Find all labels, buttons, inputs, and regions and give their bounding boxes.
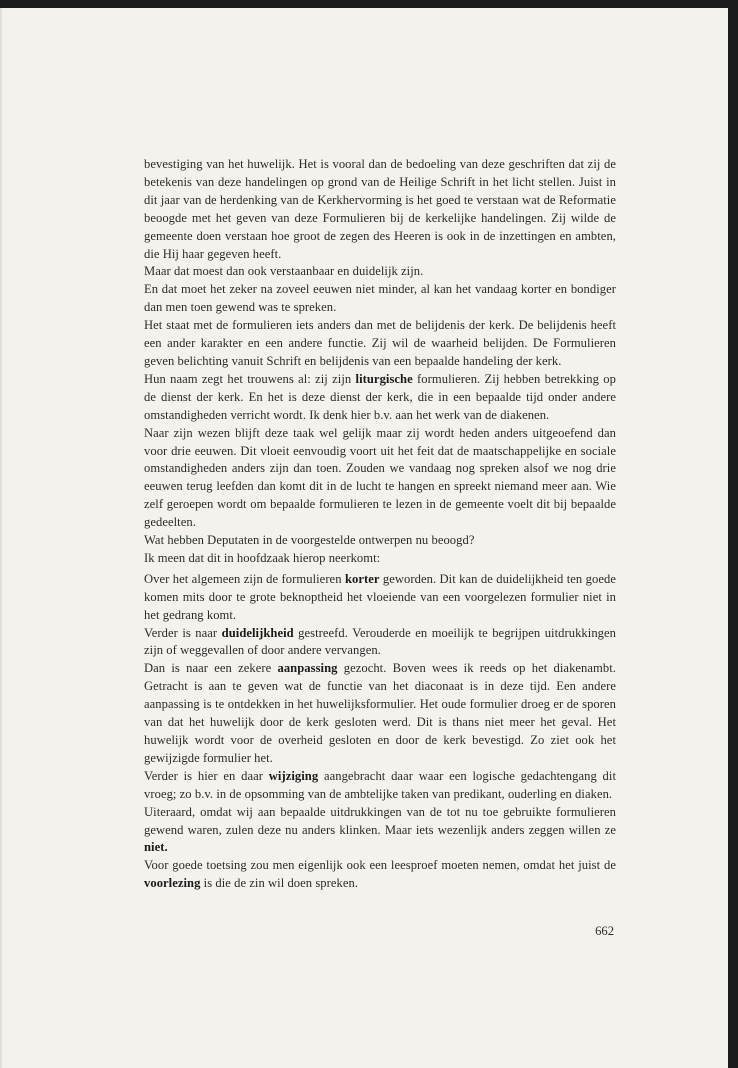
- text-run: Het staat met de formulieren iets anders dan met de belijdenis der kerk. De belijdenis heeft een ander karakter en een andere functie. Zij wil de waarheid belijden. De Formulieren geven belichting vanuit Schrift en belijdenis van een bepaalde handeling der kerk.: [144, 318, 616, 368]
- text-run: Ik meen dat dit in hoofdzaak hierop neerkomt:: [144, 550, 381, 565]
- text-run: En dat moet het zeker na zoveel eeuwen niet minder, al kan het vandaag korter en bondiger dan men toen gewend was te spreken.: [144, 282, 616, 315]
- page-number: 662: [595, 924, 614, 938]
- paragraph: [144, 317, 616, 371]
- emphasized-term: aanpassing: [277, 661, 338, 676]
- paragraph: [144, 857, 616, 893]
- paragraph: [144, 532, 616, 550]
- body-text: [144, 156, 616, 893]
- emphasized-term: korter: [344, 571, 380, 586]
- text-run: gestreefd. Verouderde en moeilijk te begrijpen uitdrukkingen zijn of weggevallen of door andere vervangen.: [144, 625, 616, 658]
- text-run: gezocht. Boven wees ik reeds op het diakenambt. Getracht is aan te geven wat de functie van het diaconaat is in deze tijd. Een andere aanpassing is te ontdekken in het huwelijksformulier. Het oude formulier droeg er de sporen van dat het huwelijk door de kerk gesloten werd. Dit is thans niet meer het geval. Het huwelijk wordt voor de overheid gesloten en door de kerk bevestigd. Zo ziet ook het gewijzigde formulier het.: [144, 661, 616, 765]
- paragraph: [144, 625, 616, 661]
- paragraph: [144, 768, 616, 804]
- paragraph: [144, 550, 616, 568]
- text-run: Uiteraard, omdat wij aan bepaalde uitdrukkingen van de tot nu toe gebruikte formulieren gewend waren, zulen deze nu anders klinken. Maar iets wezenlijk anders zeggen willen ze: [144, 804, 616, 837]
- emphasized-term: wijziging: [268, 768, 319, 783]
- emphasized-term: duidelijkheid: [221, 625, 294, 640]
- text-run: Voor goede toetsing zou men eigenlijk ook een leesproef moeten nemen, omdat het juist de: [144, 858, 616, 873]
- paragraph: [144, 804, 616, 858]
- text-run: Hun naam zegt het trouwens al: zij zijn: [144, 371, 356, 386]
- paragraph: [144, 263, 616, 281]
- text-run: Verder is hier en daar: [144, 768, 269, 783]
- paragraph: [144, 425, 616, 532]
- text-run: Maar dat moest dan ook verstaanbaar en duidelijk zijn.: [144, 264, 424, 279]
- text-run: is die de zin wil doen spreken.: [200, 876, 359, 891]
- paragraph: [144, 156, 616, 263]
- text-run: Over het algemeen zijn de formulieren: [144, 571, 345, 586]
- document-page: [0, 8, 728, 1068]
- paragraph: [144, 571, 616, 625]
- emphasized-term: voorlezing: [144, 876, 201, 891]
- paragraph: [144, 281, 616, 317]
- text-run: Wat hebben Deputaten in de voorgestelde ontwerpen nu beoogd?: [144, 533, 475, 548]
- text-run: bevestiging van het huwelijk. Het is vooral dan de bedoeling van deze geschriften dat zij de betekenis van deze handelingen op grond van de Heilige Schrift in het licht stellen. Juist in dit jaar van de herdenking van de Kerkhervorming is het goed te verstaan wat de Reformatie beoogde met het geven van deze Formulieren bij de kerkelijke handelingen. Zij wilde de gemeente doen verstaan hoe groot de zegen des Heeren is ook in de inzettingen en ambten, die Hij haar gegeven heeft.: [144, 157, 616, 261]
- text-run: geworden. Dit kan de duidelijkheid ten goede komen mits door te grote beknoptheid het vloeiende van een voorgelezen formulier niet in het gedrang komt.: [144, 571, 616, 622]
- text-run: Verder is naar: [144, 625, 222, 640]
- text-run: Naar zijn wezen blijft deze taak wel gelijk maar zij wordt heden anders uitgeoefend dan voor drie eeuwen. Dit vloeit eenvoudig voort uit het feit dat de maatschappelijke en sociale omstandigheden anders zijn dan toen. Zouden we vandaag nog spreken alsof we nog drie eeuwen terug leefden dan komt dit in de lucht te hangen en spreekt niemand meer aan. Wie zelf geroepen wordt om bepaalde formulieren te lezen in de gemeente voelt dit bij bepaalde gedeelten.: [144, 425, 616, 530]
- text-run: Dan is naar een zekere: [144, 661, 278, 676]
- paragraph: [144, 660, 616, 767]
- paragraph: [144, 371, 616, 425]
- emphasized-term: liturgische: [355, 371, 413, 386]
- text-run: aangebracht daar waar een logische gedachtengang dit vroeg; zo b.v. in de opsomming van de ambtelijke taken van predikant, ouderling en diaken.: [144, 768, 616, 801]
- text-run: formulieren. Zij hebben betrekking op de dienst der kerk. En het is deze dienst der kerk, die in een bepaalde tijd onder andere omstandigheden verricht wordt. Ik denk hier b.v. aan het werk van de diakenen.: [144, 371, 616, 422]
- emphasized-term: niet.: [144, 840, 168, 855]
